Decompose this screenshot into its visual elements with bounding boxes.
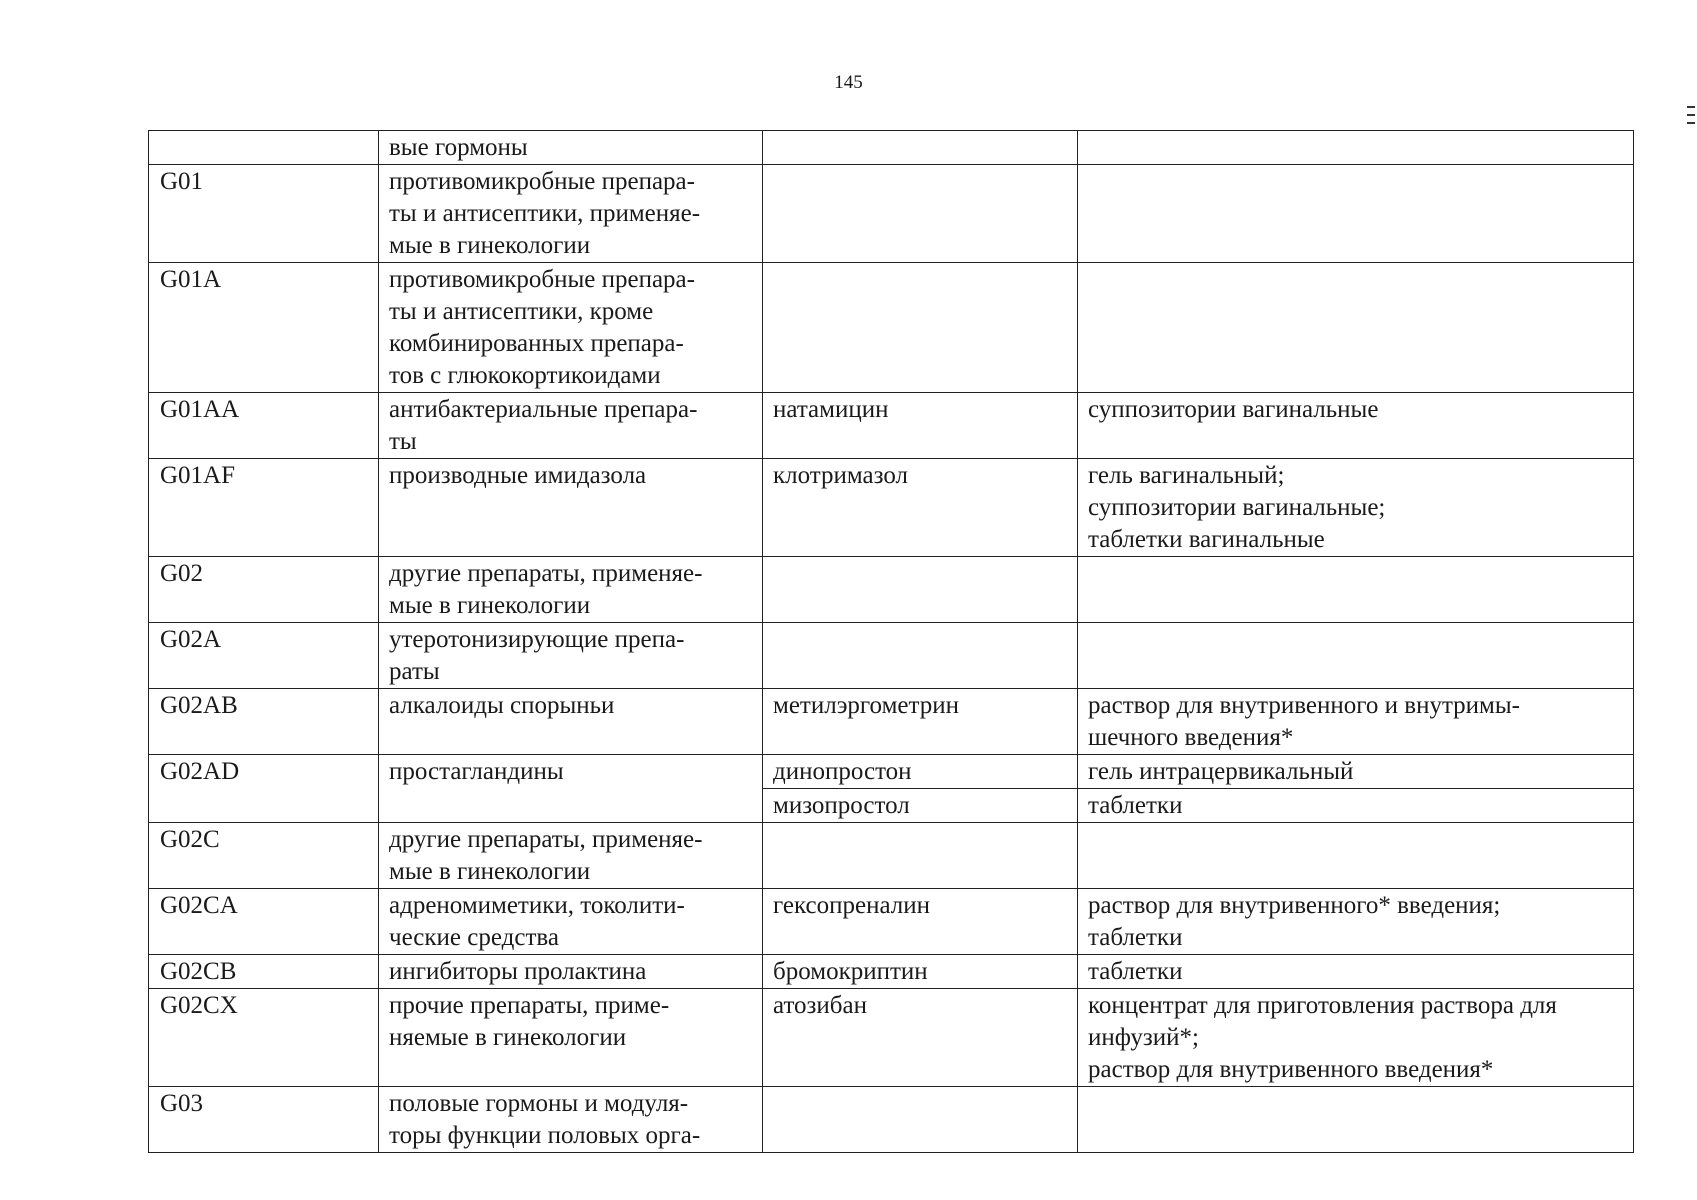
anatomical-group: производные имидазола	[389, 462, 647, 489]
dosage-form-cell	[1078, 989, 1634, 1087]
table-row	[149, 263, 1634, 393]
anatomical-group-cell	[379, 165, 763, 263]
anatomical-group-cell	[379, 131, 763, 165]
drug-name: бромокриптин	[773, 958, 928, 985]
table-row	[149, 989, 1634, 1087]
atc-code-cell	[149, 955, 379, 989]
drug-name-cell	[763, 263, 1078, 393]
atc-code-cell	[149, 755, 379, 823]
drug-name-cell	[763, 557, 1078, 623]
table-row	[149, 393, 1634, 459]
atc-code: G02C	[160, 826, 220, 853]
anatomical-group-cell	[379, 557, 763, 623]
dosage-form-cell	[1078, 623, 1634, 689]
page-number: 145	[834, 72, 863, 93]
anatomical-group-cell	[379, 393, 763, 459]
atc-code-cell	[149, 557, 379, 623]
atc-code-cell	[149, 393, 379, 459]
drug-name: атозибан	[773, 992, 867, 1019]
anatomical-group: другие препараты, применяе- мые в гинекологии	[389, 560, 703, 619]
dosage-form: таблетки	[1088, 958, 1183, 985]
atc-code: G01AF	[160, 462, 236, 489]
drug-name: гексопреналин	[773, 892, 931, 919]
drug-name: динопростон	[773, 758, 912, 785]
atc-code: G01	[160, 168, 204, 195]
drug-name-cell	[763, 165, 1078, 263]
dosage-form-cell	[1078, 165, 1634, 263]
anatomical-group: половые гормоны и модуля- торы функции половых орга-	[389, 1090, 701, 1149]
atc-code-cell	[149, 623, 379, 689]
atc-code-cell	[149, 989, 379, 1087]
anatomical-group: противомикробные препара- ты и антисептики, кроме комбинированных препара- тов с глюкокортикоидами	[389, 266, 695, 389]
atc-code-cell	[149, 459, 379, 557]
table-row	[149, 459, 1634, 557]
atc-code-cell	[149, 1087, 379, 1153]
atc-code: G01A	[160, 266, 222, 293]
dosage-form-cell	[1078, 131, 1634, 165]
anatomical-group: прочие препараты, приме- няемые в гинекологии	[389, 992, 670, 1051]
dosage-form-cell	[1078, 459, 1634, 557]
atc-code: G02CA	[160, 892, 238, 919]
atc-code: G01AA	[160, 396, 240, 423]
dosage-form: таблетки	[1088, 792, 1183, 819]
anatomical-group-cell	[379, 459, 763, 557]
dosage-form-cell	[1078, 557, 1634, 623]
table-row	[149, 823, 1634, 889]
anatomical-group-cell	[379, 755, 763, 823]
dosage-form-cell	[1078, 955, 1634, 989]
atc-code: G03	[160, 1090, 204, 1117]
anatomical-group-cell	[379, 1087, 763, 1153]
anatomical-group-cell	[379, 623, 763, 689]
drug-name-cell	[763, 131, 1078, 165]
drug-name-cell	[763, 1087, 1078, 1153]
table-row	[149, 623, 1634, 689]
margin-marks	[1687, 106, 1697, 130]
anatomical-group-cell	[379, 889, 763, 955]
atc-code-cell	[149, 889, 379, 955]
drug-name-cell	[763, 789, 1078, 823]
drug-name-cell	[763, 623, 1078, 689]
anatomical-group-cell	[379, 263, 763, 393]
drug-name-cell	[763, 823, 1078, 889]
drug-name: мизопростол	[773, 792, 910, 819]
dosage-form-cell	[1078, 823, 1634, 889]
anatomical-group: вые гормоны	[389, 134, 528, 161]
dosage-form: гель интрацервикальный	[1088, 758, 1354, 785]
dosage-form-cell	[1078, 889, 1634, 955]
atc-code: G02AD	[160, 758, 240, 785]
anatomical-group-cell	[379, 989, 763, 1087]
anatomical-group: другие препараты, применяе- мые в гинекологии	[389, 826, 703, 885]
table-row	[149, 689, 1634, 755]
atc-code-cell	[149, 165, 379, 263]
drug-name-cell	[763, 393, 1078, 459]
dosage-form-cell	[1078, 393, 1634, 459]
anatomical-group: утеротонизирующие препа- раты	[389, 626, 685, 685]
dosage-form: концентрат для приготовления раствора для инфузий*; раствор для внутривенного введения*	[1088, 992, 1557, 1083]
drug-name-cell	[763, 755, 1078, 789]
atc-code-cell	[149, 823, 379, 889]
table-row	[149, 955, 1634, 989]
table-row	[149, 1087, 1634, 1153]
dosage-form-cell	[1078, 263, 1634, 393]
atc-code: G02	[160, 560, 204, 587]
atc-code-cell	[149, 263, 379, 393]
atc-code: G02CX	[160, 992, 238, 1019]
anatomical-group: противомикробные препара- ты и антисептики, применяе- мые в гинекологии	[389, 168, 701, 259]
dosage-form-cell	[1078, 755, 1634, 789]
drug-name-cell	[763, 955, 1078, 989]
atc-code: G02CB	[160, 958, 237, 985]
dosage-form: раствор для внутривенного и внутримы- шечного введения*	[1088, 692, 1520, 751]
atc-code: G02A	[160, 626, 222, 653]
dosage-form: гель вагинальный; суппозитории вагинальные; таблетки вагинальные	[1088, 462, 1386, 553]
drug-name: клотримазол	[773, 462, 909, 489]
dosage-form: раствор для внутривенного* введения; таблетки	[1088, 892, 1501, 951]
anatomical-group: простагландины	[389, 758, 564, 785]
drug-name-cell	[763, 889, 1078, 955]
dosage-form-cell	[1078, 789, 1634, 823]
table-row	[149, 755, 1634, 789]
anatomical-group-cell	[379, 823, 763, 889]
anatomical-group: ингибиторы пролактина	[389, 958, 647, 985]
table-row	[149, 165, 1634, 263]
table-row	[149, 131, 1634, 165]
drug-name-cell	[763, 989, 1078, 1087]
anatomical-group: алкалоиды спорыньи	[389, 692, 615, 719]
dosage-form: суппозитории вагинальные	[1088, 396, 1379, 423]
atc-code-cell	[149, 131, 379, 165]
drug-classification-table	[148, 130, 1634, 1153]
table-row	[149, 889, 1634, 955]
table-row	[149, 557, 1634, 623]
drug-name-cell	[763, 459, 1078, 557]
atc-code-cell	[149, 689, 379, 755]
dosage-form-cell	[1078, 689, 1634, 755]
drug-name: метилэргометрин	[773, 692, 959, 719]
drug-name: натамицин	[773, 396, 889, 423]
anatomical-group: антибактериальные препара- ты	[389, 396, 698, 455]
anatomical-group-cell	[379, 689, 763, 755]
atc-code: G02AB	[160, 692, 238, 719]
anatomical-group: адреномиметики, токолити- ческие средства	[389, 892, 685, 951]
drug-name-cell	[763, 689, 1078, 755]
anatomical-group-cell	[379, 955, 763, 989]
dosage-form-cell	[1078, 1087, 1634, 1153]
